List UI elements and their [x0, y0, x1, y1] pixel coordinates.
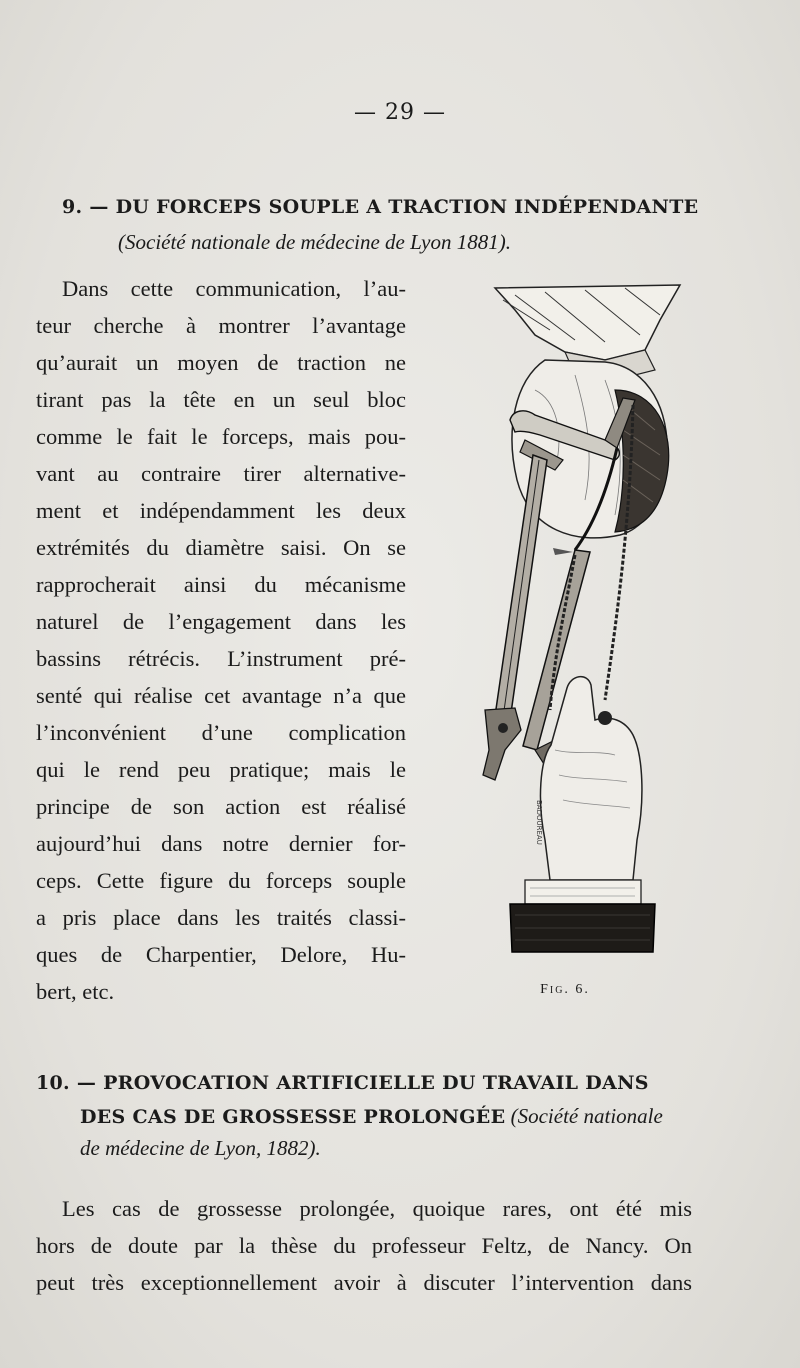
body-line: comme le fait le forceps, mais pou-: [36, 424, 406, 449]
body-line: Dans cette communication, l’au-: [62, 276, 406, 301]
body-line: bassins rétrécis. L’instrument pré-: [36, 646, 406, 671]
body-line: Les cas de grossesse prolongée, quoique rares, ont été mis: [62, 1196, 692, 1221]
body-line: teur cherche à montrer l’avantage: [36, 313, 406, 338]
body-line: ceps. Cette figure du forceps souple: [36, 868, 406, 893]
body-line: extrémités du diamètre saisi. On se: [36, 535, 406, 560]
body-line: bert, etc.: [36, 979, 115, 1004]
section-10-heading-italic: (Société nationale: [505, 1104, 663, 1128]
body-line: rapprocherait ainsi du mécanisme: [36, 572, 406, 597]
figure-caption: Fig. 6.: [540, 982, 590, 997]
body-line: peut très exceptionnellement avoir à discuter l’intervention dans: [36, 1270, 692, 1295]
body-line: hors de doute par la thèse du professeur Feltz, de Nancy. On: [36, 1233, 692, 1258]
body-line: l’inconvénient d’une complication: [36, 720, 406, 745]
section-9-heading: 9. — DU FORCEPS SOUPLE A TRACTION INDÉPENDANTE: [62, 196, 699, 218]
section-10-heading-bold: DES CAS DE GROSSESSE PROLONGÉE: [80, 1106, 506, 1128]
body-line: naturel de l’engagement dans les: [36, 609, 406, 634]
body-line: qu’aurait un moyen de traction ne: [36, 350, 406, 375]
body-line: senté qui réalise cet avantage n’a que: [36, 683, 406, 708]
body-line: ques de Charpentier, Delore, Hu-: [36, 942, 406, 967]
engraver-signature: BADOUREAU: [535, 800, 543, 845]
body-line: qui le rend peu pratique; mais le: [36, 757, 406, 782]
body-line: principe de son action est réalisé: [36, 794, 406, 819]
body-line: tirant pas la tête en un seul bloc: [36, 387, 406, 412]
page-number: — 29 —: [354, 100, 446, 125]
section-10-heading-line3: de médecine de Lyon, 1882).: [80, 1136, 321, 1160]
forceps-illustration: [455, 280, 695, 970]
body-line: aujourd’hui dans notre dernier for-: [36, 831, 406, 856]
body-line: a pris place dans les traités classi-: [36, 905, 406, 930]
body-line: vant au contraire tirer alternative-: [36, 461, 406, 486]
section-9-subheading: (Société nationale de médecine de Lyon 1881).: [118, 230, 511, 254]
body-line: ment et indépendamment les deux: [36, 498, 406, 523]
section-10-heading-line1: 10. — PROVOCATION ARTIFICIELLE DU TRAVAIL DANS: [36, 1072, 649, 1094]
section-10-heading-line2: [80, 1104, 663, 1129]
